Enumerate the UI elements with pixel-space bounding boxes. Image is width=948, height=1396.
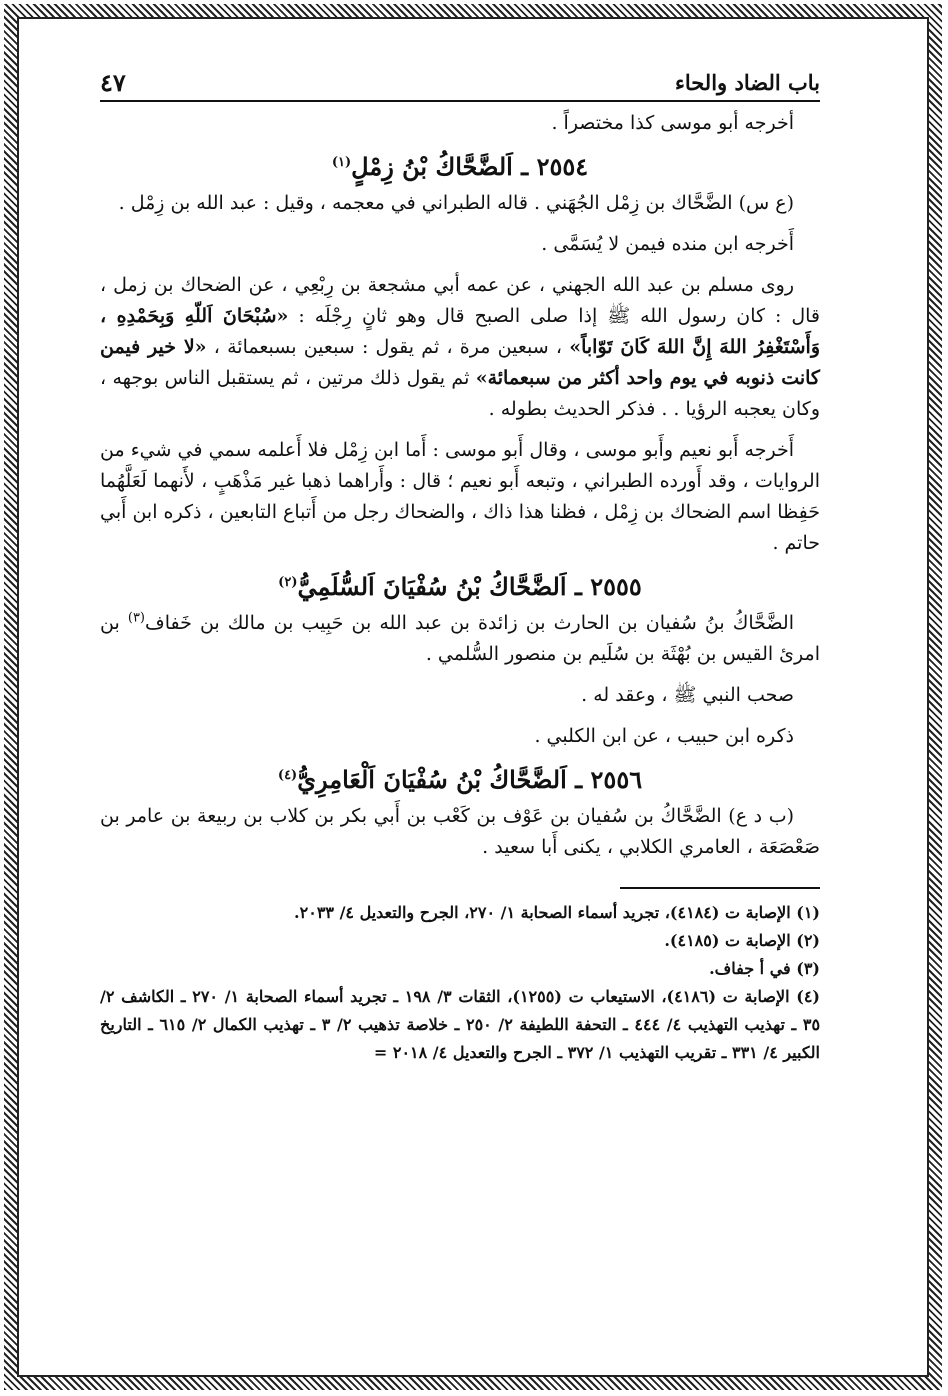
running-header [100, 62, 820, 102]
entry-heading-2556 [100, 764, 820, 795]
chapter-title: باب الضاد والحاء [674, 70, 820, 95]
entry-title: ٢٥٥٥ ـ اَلضَّحَّاكُ بْنُ سُفْيَانَ اَلسُّلَمِيُّ [297, 572, 642, 601]
paragraph: أَخرجه أَبو نعيم وأَبو موسى ، وقال أَبو موسى : أَما ابن زِمْل فلا أَعلمه سمي في شيء من الروايات ، وقد أَورده الطبراني ، وتبعه أَبو نعيم ؛ قال : وأَراهما ذهبا غير مَذْهَبٍ ، لأَنهما لَعَلَّهُما حَفِظا اسم الضحاك بن زِمْل ، فظنا هذا ذاك ، والضحاك رجل من أَتباع التابعين ، ذكره ابن أَبي حاتم . [100, 439, 820, 554]
text-run: ثم يقول ذلك مرتين ، ثم يستقبل الناس بوجهه ، وكان يعجبه الرؤيا . . فذكر الحديث بطوله . [100, 367, 820, 420]
text-run: بن امرئ القيس بن بُهْثَة بن سُلَيم بن منصور السُّلمي . [100, 612, 820, 665]
text-run: ، سبعين مرة ، ثم يقول : سبعين بسبعمائة ، [206, 336, 570, 358]
paragraph: أَخرجه ابن منده فيمن لا يُسَمَّى . [541, 233, 794, 255]
footnote: (٣) في أ جفاف. [709, 959, 820, 978]
footnote-ref: (٢) [278, 575, 298, 590]
footnote: (٤) الإصابة ت (٤١٨٦)، الاستيعاب ت (١٢٥٥)، الثقات ٣/ ١٩٨ ـ تجريد أسماء الصحابة ١/ ٢٧٠ ـ الكاشف ٢/ ٣٥ ـ تهذيب التهذيب ٤/ ٤٤٤ ـ التحفة اللطيفة ٢/ ٢٥٠ ـ خلاصة تذهيب ٢/ ٣ ـ تهذيب الكمال ٢/ ٦١٥ ـ التاريخ الكبير ٤/ ٣٣١ ـ تقريب التهذيب ١/ ٣٧٢ ـ الجرح والتعديل ٤/ ٢٠١٨ = [100, 987, 821, 1062]
footnote-ref: (١) [331, 155, 352, 170]
page-number: ٤٧ [100, 68, 126, 97]
hadith-quote: «سُبْحَانَ اَللّهِ وَبِحَمْدِهِ ، وَأَسْتَغْفِرُ اللهَ إِنَّ اللهَ كَانَ تَوّاباً» [100, 305, 820, 358]
footnote-divider [620, 887, 820, 889]
entry-heading-2555 [100, 571, 820, 602]
entry-title: ٢٥٥٦ ـ اَلضَّحَّاكُ بْنُ سُفْيَانَ اَلْعَامِرِيُّ [297, 765, 643, 794]
hadith-paragraph [100, 270, 820, 425]
footnote-ref: (٤) [277, 768, 298, 783]
page-content [100, 62, 820, 1342]
entry-heading-2554 [100, 151, 820, 182]
hadith-quote: «لا خير فيمن كانت ذنوبه في يوم واحد أكثر من سبعمائة» [100, 336, 820, 389]
footnote: (١) الإصابة ت (٤١٨٤)، تجريد أسماء الصحابة ١/ ٢٧٠، الجرح والتعديل ٤/ ٢٠٣٣. [294, 903, 820, 922]
entry-title: ٢٥٥٤ ـ اَلضَّحَّاكُ بْنُ زِمْلٍ [351, 152, 589, 181]
paragraph [100, 608, 820, 670]
paragraph: صحب النبي ﷺ ، وعقد له . [581, 684, 794, 706]
paragraph: ذكره ابن حبيب ، عن ابن الكلبي . [534, 725, 794, 747]
text-run: الضَّحَّاكُ بنُ سُفيان بن الحارث بن زائدة بن عبد الله بن حَبِيب بن مالك بن خَفاف [145, 612, 794, 634]
footnote: (٢) الإصابة ت (٤١٨٥). [664, 931, 820, 950]
text-run: روى مسلم بن عبد الله الجهني ، عن عمه أبي مشجعة بن رِبْعِي ، عن الضحاك بن زمل ، قال : كان رسول الله ﷺ إذا صلى الصبح قال وهو ثانٍ رِجْلَه : [100, 274, 820, 327]
paragraph: (ع س) الضَّحَّاك بن زِمْل الجُهَني . قاله الطبراني في معجمه ، وقيل : عبد الله بن زِمْل . [118, 192, 794, 214]
paragraph: (ب د ع) الضَّحَّاكُ بن سُفيان بن عَوْف بن كَعْب بن أَبي بكر بن كلاب بن ربيعة بن عامر بن صَعْصَعَة ، العامري الكلابي ، يكنى أَبا سعيد . [100, 805, 820, 858]
footnote-ref: (٣) [127, 610, 145, 626]
footnotes [100, 899, 820, 1067]
paragraph: أخرجه أبو موسى كذا مختصراً . [551, 112, 794, 134]
